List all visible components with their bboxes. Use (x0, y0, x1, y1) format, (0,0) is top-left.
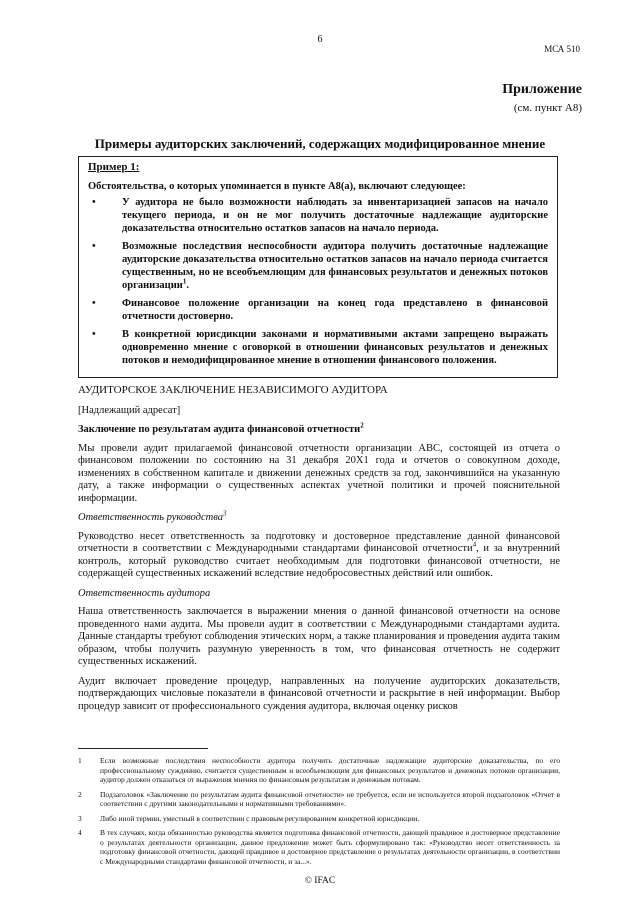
document-code: МСА 510 (544, 44, 580, 54)
example-box (78, 156, 558, 378)
page-number: 6 (317, 34, 323, 45)
circumstances-list (88, 196, 548, 367)
section-heading: Примеры аудиторских заключений, содержащих модифицированное мнение (94, 136, 546, 151)
list-item: • У аудитора не было возможности наблюдать за инвентаризацией запасов на начало текущего периода, и он не мог получить достаточные надлежащие аудиторские доказательства относительно остатков запасов на начало периода. (92, 197, 548, 234)
paragraph-auditor: Наша ответственность заключается в выражении мнения о данной финансовой отчетности на основе проведенного нами аудита. Мы провели аудит в соответствии с Международными стандартами аудита. Данные стандарты требуют соблюдения этических норм, а также планирования и проведения аудита таким образом, чтобы получить разумную уверенность в том, что финансовая отчетность не содержит существенных искажений. (78, 606, 560, 667)
auditor-responsibility-heading: Ответственность аудитора (78, 587, 211, 599)
paragraph-audit-procedures: Аудит включает проведение процедур, направленных на получение аудиторских доказательств, подтверждающих числовые показатели в финансовой отчетности и раскрытие в ней информации. Выбор процедур зависит от профессионального суждения аудитора, включая оценку рисков (78, 675, 560, 712)
footnote: 1 Если возможные последствия неспособности аудитора получить достаточные надлежащие аудиторские доказательства, по его профессиональному суждению, считается существенным и всеобъемлющим для финансовых результатов и денежных потоков организации, аудитор должен отказаться от выражения мнения по финансовым результатам и денежным потокам. (78, 756, 560, 784)
bullet-icon: • (92, 241, 96, 252)
paragraph-intro: Мы провели аудит прилагаемой финансовой отчетности организации АВС, состоящей из отчета о финансовом положении по состоянию на 31 декабря 20Х1 года и отчетов о совокупном доходе, изменениях в собственном капитале и движении денежных средств за год, закончившийся на указанную дату, а также информации о существенных аспектах учетной политики и прочей пояснительной информации. (78, 442, 560, 504)
list-item: • В конкретной юрисдикции законами и нормативными актами запрещено выражать одновременно мнение с оговоркой в отношении финансовых результатов и денежных потоков и немодифицированное мнение в отношении финансового положения. (92, 329, 548, 366)
bullet-icon: • (92, 197, 96, 208)
list-item: • Финансовое положение организации на конец года представлено в финансовой отчетности достоверно. (92, 298, 548, 322)
example-lead: Обстоятельства, о которых упоминается в пункте А8(а), включают следующее: (88, 181, 466, 192)
footnote-ref[interactable]: 1 (182, 277, 187, 286)
report-body (78, 384, 560, 720)
paragraph-management: Руководство несет ответственность за подготовку и достоверное представление данной финансовой отчетности в соответствии с Международными стандартами финансовой отчетности$^4$, и за внутренний контроль, который руководство считает необходимым для подготовки финансовой отчетности, не содержащей существенных искажений вследствие недобросовестных действий или ошибок. (78, 530, 560, 579)
report-addressee: [Надлежащий адресат] (78, 404, 181, 416)
footnote-divider (78, 748, 208, 749)
bullet-icon: • (92, 298, 96, 309)
appendix-reference: (см. пункт А8) (513, 102, 582, 114)
report-title: АУДИТОРСКОЕ ЗАКЛЮЧЕНИЕ НЕЗАВИСИМОГО АУДИТОРА (78, 384, 388, 396)
management-responsibility-heading: Ответственность руководства$^3$ (78, 509, 227, 523)
appendix-title: Приложение (502, 82, 582, 97)
footnote: 4 В тех случаях, когда обязанностью руководства является подготовка финансовой отчетности, дающей правдивое и достоверное представление о результатах деятельности организации, данное предложение может быть сформулировано так: «Руководство несет ответственность за подготовку финансовой отчетности, дающей правдивое и достоверное представление о результатах деятельности организации, в соответствии с Международными стандартами финансовой отчетности, и за...». (78, 828, 560, 866)
footnote: 2 Подзаголовок «Заключение по результатам аудита финансовой отчетности» не требуется, если не используется второй подзаголовок «Отчет в соответствии с другими законодательными и нормативными требованиями». (78, 789, 560, 808)
footnotes (78, 756, 560, 871)
list-item: • Возможные последствия неспособности аудитора получить достаточные надлежащие аудиторские доказательства относительно остатков запасов на начало периода считается существенным, но не всеобъемлющим для финансовых результатов и денежных потоков организации$^1$. (92, 241, 548, 291)
footnote-ref[interactable]: 2 (360, 421, 364, 430)
example-label: Пример 1: (88, 161, 140, 173)
footnote-ref[interactable]: 4 (472, 540, 477, 549)
report-subtitle: Заключение по результатам аудита финансовой отчетности$^2$ (78, 421, 364, 435)
bullet-icon: • (92, 329, 96, 340)
footnote: 3 Либо иной термин, уместный в соответствии с правовым регулированием конкретной юрисдикции. (78, 813, 420, 823)
copyright: © IFAC (304, 876, 336, 886)
footnote-ref[interactable]: 3 (222, 509, 227, 518)
